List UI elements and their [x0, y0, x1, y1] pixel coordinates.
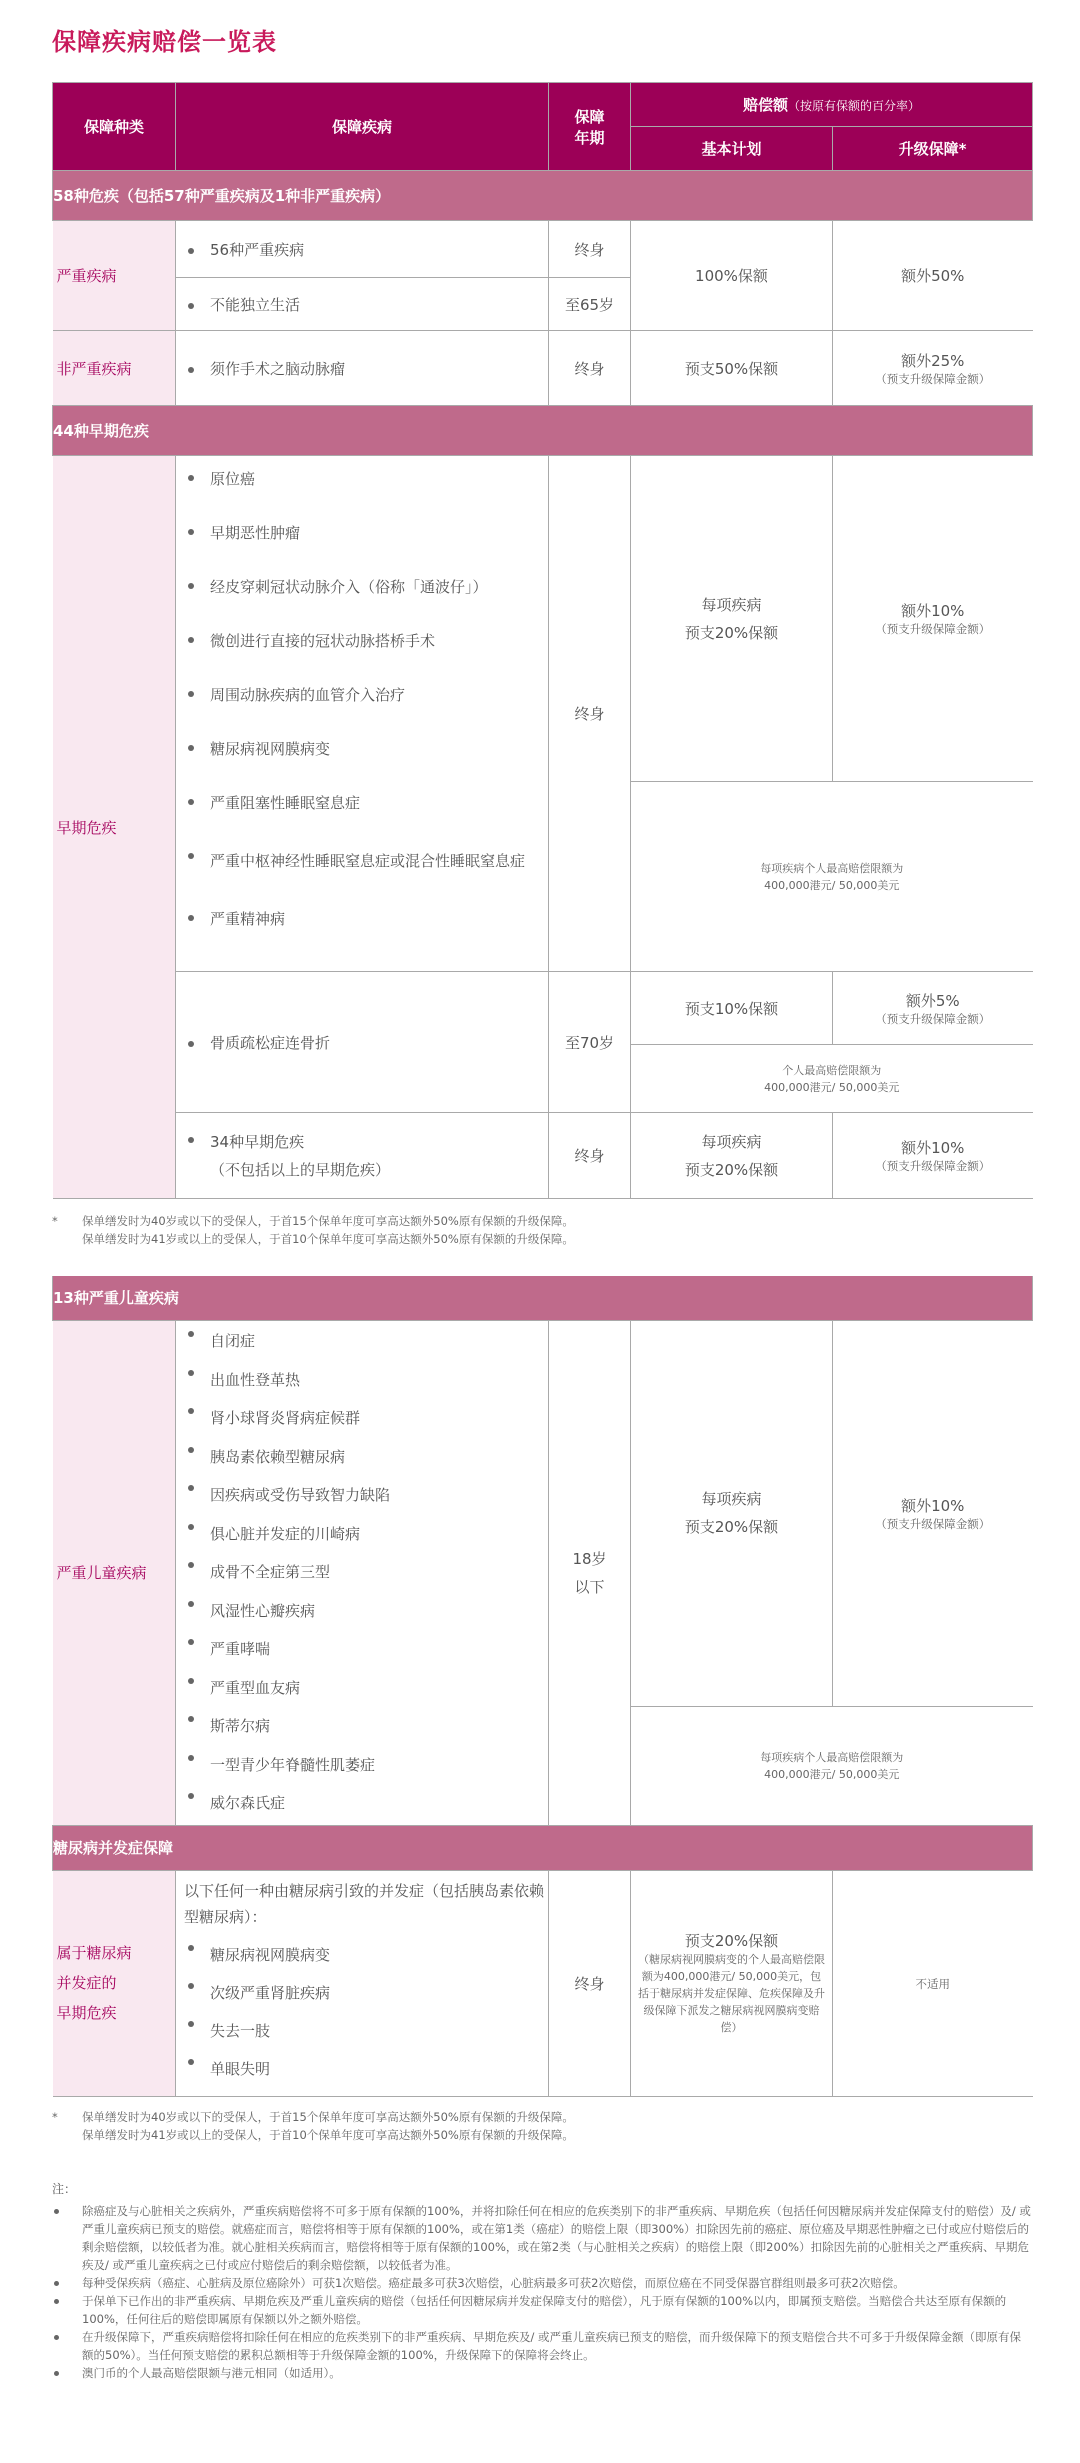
category-early-critical: 早期危疾: [53, 456, 176, 1199]
basic-amount-cell: 每项疾病 预支20%保额: [631, 1320, 833, 1706]
list-item: 自闭症: [188, 1322, 548, 1361]
header-basic-plan: 基本计划: [631, 127, 833, 171]
notes-title: 注：: [52, 2182, 77, 2196]
term-cell: 终身: [549, 221, 631, 278]
list-item: 早期恶性肿瘤: [188, 520, 548, 546]
disease-cell: [176, 331, 549, 406]
list-item: 次级严重肾脏疾病: [188, 1974, 548, 2012]
claim-limit-cell: 每项疾病个人最高赔偿限额为 400,000港元/ 50,000美元: [631, 782, 1033, 972]
term-cell: 至65岁: [549, 278, 631, 331]
list-item: 严重精神病: [188, 906, 548, 932]
upgrade-amount-cell: 额外10% （预支升级保障金额）: [833, 1320, 1033, 1706]
basic-amount-cell: 每项疾病 预支20%保额: [631, 456, 833, 782]
list-item: 原位癌: [188, 466, 548, 492]
list-item: 出血性登革热: [188, 1361, 548, 1400]
header-claim-amount: 赔偿额（按原有保额的百分率）: [631, 83, 1033, 127]
list-item: 须作手术之脑动脉瘤: [188, 358, 548, 379]
term-cell: 18岁 以下: [549, 1320, 631, 1825]
category-non-severe-illness: 非严重疾病: [53, 331, 176, 406]
category-diabetes-early-critical: 属于糖尿病 并发症的 早期危疾: [53, 1870, 176, 2096]
upgrade-amount-cell: 不适用: [833, 1870, 1033, 2096]
list-item: 肾小球肾炎肾病症候群: [188, 1399, 548, 1438]
basic-amount-cell: 每项疾病 预支20%保额: [631, 1113, 833, 1199]
list-item-continuation: （不包括以上的早期危疾）: [210, 1160, 391, 1179]
note-item: 澳门币的个人最高赔偿限额与港元相同（如适用）。: [52, 2364, 1032, 2382]
list-item: 56种严重疾病: [188, 239, 548, 260]
section-diabetes-complications: 糖尿病并发症保障: [53, 1825, 1033, 1870]
list-item: 34种早期危疾: [188, 1128, 548, 1156]
basic-amount-cell: 预支10%保额: [631, 972, 833, 1045]
page-title: 保障疾病赔偿一览表: [52, 28, 277, 56]
basic-amount-cell: 100%保额: [631, 221, 833, 331]
benefits-table-child-diabetes: [52, 1276, 1033, 2097]
upgrade-amount-cell: 额外10% （预支升级保障金额）: [833, 456, 1033, 782]
term-cell: 终身: [549, 456, 631, 972]
upgrade-amount-cell: 额外25% （预支升级保障金额）: [833, 331, 1033, 406]
list-item: 因疾病或受伤导致智力缺陷: [188, 1476, 548, 1515]
note-item: 每种受保疾病（癌症、心脏病及原位癌除外）可获1次赔偿。癌症最多可获3次赔偿，心脏病最多可获2次赔偿，而原位癌在不同受保器官群组则最多可获2次赔偿。: [52, 2274, 1032, 2292]
basic-amount-cell: 预支20%保额 （糖尿病视网膜病变的个人最高赔偿限额为400,000港元/ 50,000美元，包括于糖尿病并发症保障、危疾保障及升级保障下派发之糖尿病视网膜病变赔偿）: [631, 1870, 833, 2096]
header-covered-disease: 保障疾病: [176, 83, 549, 171]
basic-amount-cell: 预支50%保额: [631, 331, 833, 406]
list-item: 经皮穿刺冠状动脉介入（俗称「通波仔」）: [188, 574, 548, 600]
section-13-child-illness: 13种严重儿童疾病: [53, 1276, 1033, 1320]
list-item: 糖尿病视网膜病变: [188, 1936, 548, 1974]
term-cell: 终身: [549, 1870, 631, 2096]
list-item: 周围动脉疾病的血管介入治疗: [188, 682, 548, 708]
disease-cell: [176, 456, 549, 972]
disease-cell: [176, 221, 549, 278]
list-item: 微创进行直接的冠状动脉搭桥手术: [188, 628, 548, 654]
section-58-critical-illness: 58种危疾（包括57种严重疾病及1种非严重疾病）: [53, 171, 1033, 221]
notes-section: [52, 2180, 1032, 2382]
list-item: 严重型血友病: [188, 1669, 548, 1708]
category-severe-illness: 严重疾病: [53, 221, 176, 331]
footnote-upgrade-2: * 保单缮发时为40岁或以下的受保人，于首15个保单年度可享高达额外50%原有保额的升级保障。 保单缮发时为41岁或以上的受保人，于首10个保单年度可享高达额外50%原有保额的升级保障。: [52, 2110, 574, 2142]
list-item: 风湿性心瓣疾病: [188, 1592, 548, 1631]
list-item: 糖尿病视网膜病变: [188, 736, 548, 762]
list-item: 严重中枢神经性睡眠窒息症或混合性睡眠窒息症: [188, 844, 548, 878]
list-item: 单眼失明: [188, 2050, 548, 2088]
list-item: 胰岛素依赖型糖尿病: [188, 1438, 548, 1477]
disease-cell: [176, 1870, 549, 2096]
header-coverage-term: 保障 年期: [549, 83, 631, 171]
header-upgrade-benefit: 升级保障*: [833, 127, 1033, 171]
note-item: 于保单下已作出的非严重疾病、早期危疾及严重儿童疾病的赔偿（包括任何因糖尿病并发症保障支付的赔偿），凡于原有保额的100%以内，即属预支赔偿。当赔偿合共达至原有保额的100%，任何往后的赔偿即属原有保额以外之额外赔偿。: [52, 2292, 1032, 2328]
claim-limit-cell: 每项疾病个人最高赔偿限额为 400,000港元/ 50,000美元: [631, 1706, 1033, 1825]
list-item: 不能独立生活: [188, 294, 548, 315]
list-item: 严重阻塞性睡眠窒息症: [188, 790, 548, 816]
list-item: 一型青少年脊髓性肌萎症: [188, 1746, 548, 1785]
section-44-early-critical: 44种早期危疾: [53, 406, 1033, 456]
list-item: 斯蒂尔病: [188, 1707, 548, 1746]
term-cell: 终身: [549, 1113, 631, 1199]
list-item: 失去一肢: [188, 2012, 548, 2050]
term-cell: 至70岁: [549, 972, 631, 1113]
upgrade-amount-cell: 额外10% （预支升级保障金额）: [833, 1113, 1033, 1199]
list-item: 骨质疏松症连骨折: [188, 1032, 548, 1053]
footnote-upgrade-1: * 保单缮发时为40岁或以下的受保人，于首15个保单年度可享高达额外50%原有保额的升级保障。 保单缮发时为41岁或以上的受保人，于首10个保单年度可享高达额外50%原有保额的升级保障。: [52, 1214, 574, 1246]
category-child-illness: 严重儿童疾病: [53, 1320, 176, 1825]
disease-cell: [176, 1320, 549, 1825]
benefits-table-critical-early: [52, 82, 1033, 1199]
term-cell: 终身: [549, 331, 631, 406]
upgrade-amount-cell: 额外50%: [833, 221, 1033, 331]
disease-cell: [176, 278, 549, 331]
note-item: 在升级保障下，严重疾病赔偿将扣除任何在相应的危疾类别下的非严重疾病、早期危疾及/ 或严重儿童疾病已预支的赔偿，而升级保障下的预支赔偿合共不可多于升级保障金额（即原有保额的50%）。当任何预支赔偿的累积总额相等于升级保障金额的100%，升级保障下的保障将会终止。: [52, 2328, 1032, 2364]
disease-cell: [176, 1113, 549, 1199]
list-item: 威尔森氏症: [188, 1784, 548, 1823]
header-coverage-type: 保障种类: [53, 83, 176, 171]
claim-limit-cell: 个人最高赔偿限额为 400,000港元/ 50,000美元: [631, 1045, 1033, 1113]
upgrade-amount-cell: 额外5% （预支升级保障金额）: [833, 972, 1033, 1045]
note-item: 除癌症及与心脏相关之疾病外，严重疾病赔偿将不可多于原有保额的100%，并将扣除任何在相应的危疾类别下的非严重疾病、早期危疾（包括任何因糖尿病并发症保障支付的赔偿）及/ 或严重儿童疾病已预支的赔偿。就癌症而言，赔偿将相等于原有保额的100%，或在第1类（癌症）的赔偿上限（即300%）扣除因先前的癌症、原位癌及早期恶性肿瘤之已付或应付赔偿后的剩余赔偿额，以较低者为准。就心脏相关疾病而言，赔偿将相等于原有保额的100%，或在第2类（与心脏相关之疾病）的赔偿上限（即200%）扣除因先前的心脏相关之严重疾病、早期危疾及/ 或严重儿童疾病之已付或应付赔偿后的剩余赔偿额，以较低者为准。: [52, 2202, 1032, 2274]
list-item: 俱心脏并发症的川崎病: [188, 1515, 548, 1554]
disease-cell: [176, 972, 549, 1113]
list-item: 成骨不全症第三型: [188, 1553, 548, 1592]
diabetes-intro: 以下任何一种由糖尿病引致的并发症（包括胰岛素依赖型糖尿病）：: [184, 1882, 545, 1926]
list-item: 严重哮喘: [188, 1630, 548, 1669]
